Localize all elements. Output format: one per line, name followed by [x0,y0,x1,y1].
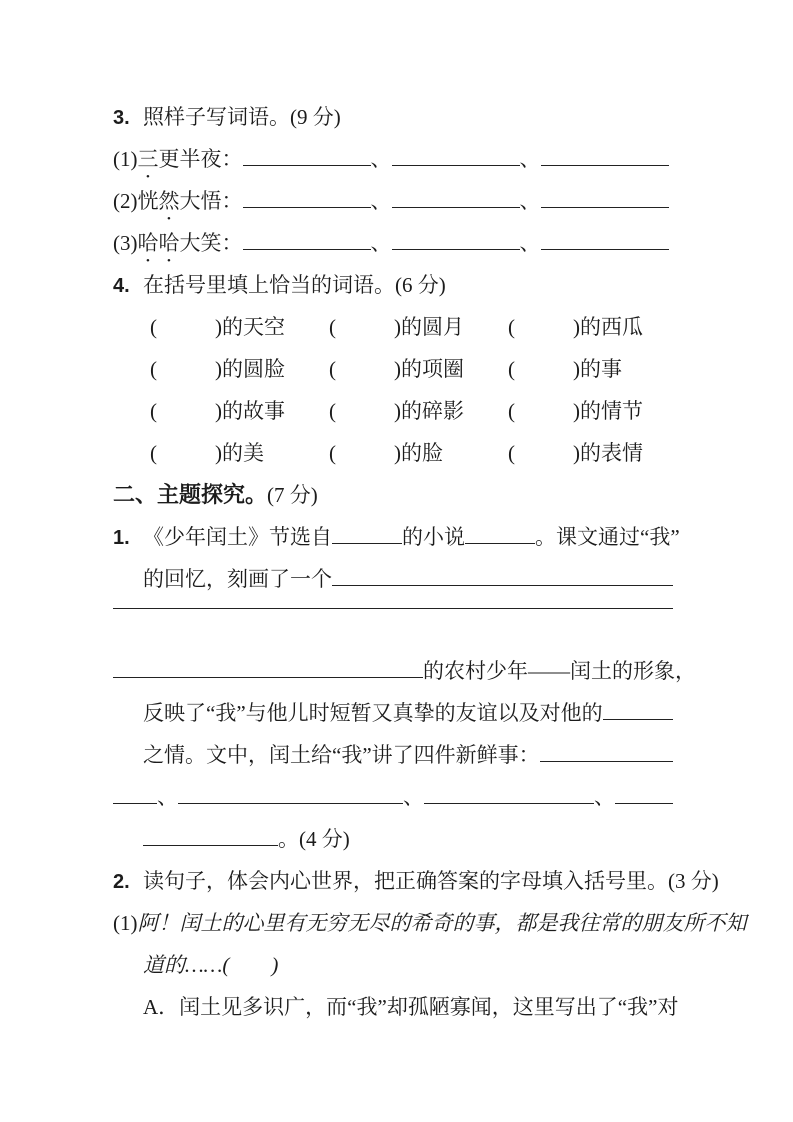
q4-cell [150,432,329,474]
question-1-number: 1. [113,527,130,549]
answer-blank [178,803,403,804]
answer-blank [332,585,673,586]
q1-score: 。(4 分) [278,827,350,851]
question-4-text: 在括号里填上恰当的词语。(6 分) [143,273,446,297]
paren-open: ( [150,315,157,339]
option-a-label: A． [143,995,180,1019]
q1-line-1 [113,516,680,558]
q3-item-2-number: (2) [113,189,138,213]
q2-sentence-1-number: (1) [113,911,138,935]
q1-text-1a: 《少年闰土》节选自 [143,525,332,549]
answer-blank [615,803,673,804]
q4-row-1 [113,306,673,348]
answer-blank [540,761,673,762]
q3-item-1-word-emphasis: 三 [137,147,159,171]
separator: 、 [519,231,541,255]
q1-line-2 [113,558,673,600]
paren-open: ( [150,441,157,465]
q3-item-1-number: (1) [113,147,138,171]
q4-cell-label: )的脸 [394,441,443,465]
answer-blank [243,165,371,166]
q4-cell-label: )的碎影 [394,399,464,423]
paren-open: ( [329,441,336,465]
answer-blank [392,165,520,166]
section-2-score: (7 分) [267,483,318,507]
question-4-title [113,264,673,306]
answer-blank [541,165,669,166]
question-3-title [113,96,673,138]
answer-blank [603,719,673,720]
answer-blank [541,249,669,250]
answer-blank [113,608,673,609]
answer-blank [541,207,669,208]
q1-text-1b: 的小说 [402,525,465,549]
paren-open: ( [508,315,515,339]
q1-line-8 [113,818,673,860]
separator: 、 [370,189,392,213]
q1-line-3 [113,608,673,650]
q2-sentence-1-text-continued: 道的……( ) [143,953,279,977]
paren-open: ( [508,357,515,381]
answer-blank [113,677,423,678]
q4-cell-label: )的故事 [215,399,285,423]
paren-open: ( [329,315,336,339]
paren-open: ( [508,399,515,423]
separator: 、 [594,785,615,809]
question-4-number: 4. [113,275,130,297]
q4-row-4 [113,432,673,474]
q2-sentence-1-line-1 [113,902,747,944]
page-content [113,96,747,1028]
q3-item-3-word-emphasis: 哈哈 [137,231,180,255]
q4-cell-label: )的西瓜 [573,315,643,339]
q3-item-2-word-pre: 恍 [137,189,159,213]
answer-blank [143,845,278,846]
question-3-text: 照样子写词语。(9 分) [143,105,341,129]
q3-item-2 [113,180,673,222]
answer-blank [424,803,594,804]
q1-text-4a: 的农村少年——闰土的形象， [423,659,696,683]
section-2-title: 二、主题探究。 [113,482,268,507]
answer-blank [392,249,520,250]
q1-text-1c: 。课文通过“我” [535,525,680,549]
answer-blank [113,803,157,804]
answer-blank [465,543,535,544]
q3-item-3-number: (3) [113,231,138,255]
q1-line-6 [113,734,673,776]
q3-item-2-word-emphasis: 然 [158,189,180,213]
answer-blank [392,207,520,208]
q3-item-1-word-post: 更半夜： [158,147,243,171]
q4-cell [329,348,508,390]
option-a-text: 闰土见多识广，而“我”却孤陋寡闻，这里写出了“我”对 [179,995,679,1019]
separator: 、 [403,785,424,809]
q4-cell [508,432,687,474]
q4-cell [329,390,508,432]
q4-cell [150,306,329,348]
q4-cell-label: )的项圈 [394,357,464,381]
q3-item-2-word-post: 大悟： [179,189,243,213]
q4-cell [150,390,329,432]
q1-text-5a: 反映了“我”与他儿时短暂又真挚的友谊以及对他的 [143,701,603,725]
q4-cell [508,306,687,348]
q3-item-1 [113,138,673,180]
paren-open: ( [508,441,515,465]
paren-open: ( [329,357,336,381]
q4-cell-label: )的表情 [573,441,643,465]
q1-text-6a: 之情。文中，闰土给“我”讲了四件新鲜事： [143,743,540,767]
q4-cell-label: )的天空 [215,315,285,339]
q4-cell-label: )的情节 [573,399,643,423]
question-2-title [113,860,719,902]
q4-row-3 [113,390,673,432]
q1-line-5 [113,692,673,734]
q4-cell [329,432,508,474]
answer-blank [243,207,371,208]
separator: 、 [370,147,392,171]
q1-line-4 [113,650,696,692]
paren-open: ( [329,399,336,423]
q4-cell-label: )的事 [573,357,622,381]
question-3-number: 3. [113,107,130,129]
separator: 、 [370,231,392,255]
q4-cell [508,348,687,390]
q1-line-7 [113,776,673,818]
question-2-number: 2. [113,871,130,893]
separator: 、 [519,189,541,213]
q4-cell-label: )的圆月 [394,315,464,339]
paren-open: ( [150,399,157,423]
q4-cell-label: )的美 [215,441,264,465]
q4-cell [150,348,329,390]
q3-item-3-word-post: 大笑： [179,231,243,255]
q2-option-a [113,986,679,1028]
section-2-heading [113,474,673,516]
q2-sentence-1-text: 阿！闰土的心里有无穷无尽的希奇的事，都是我往常的朋友所不知 [137,911,747,935]
paren-open: ( [150,357,157,381]
q4-cell [508,390,687,432]
q4-cell [329,306,508,348]
q4-row-2 [113,348,673,390]
q2-sentence-1-line-2 [113,944,673,986]
separator: 、 [519,147,541,171]
answer-blank [332,543,402,544]
q3-item-3 [113,222,673,264]
question-2-text: 读句子，体会内心世界，把正确答案的字母填入括号里。(3 分) [143,869,719,893]
answer-blank [243,249,371,250]
q4-cell-label: )的圆脸 [215,357,285,381]
q1-text-2a: 的回忆，刻画了一个 [143,567,332,591]
separator: 、 [157,785,178,809]
